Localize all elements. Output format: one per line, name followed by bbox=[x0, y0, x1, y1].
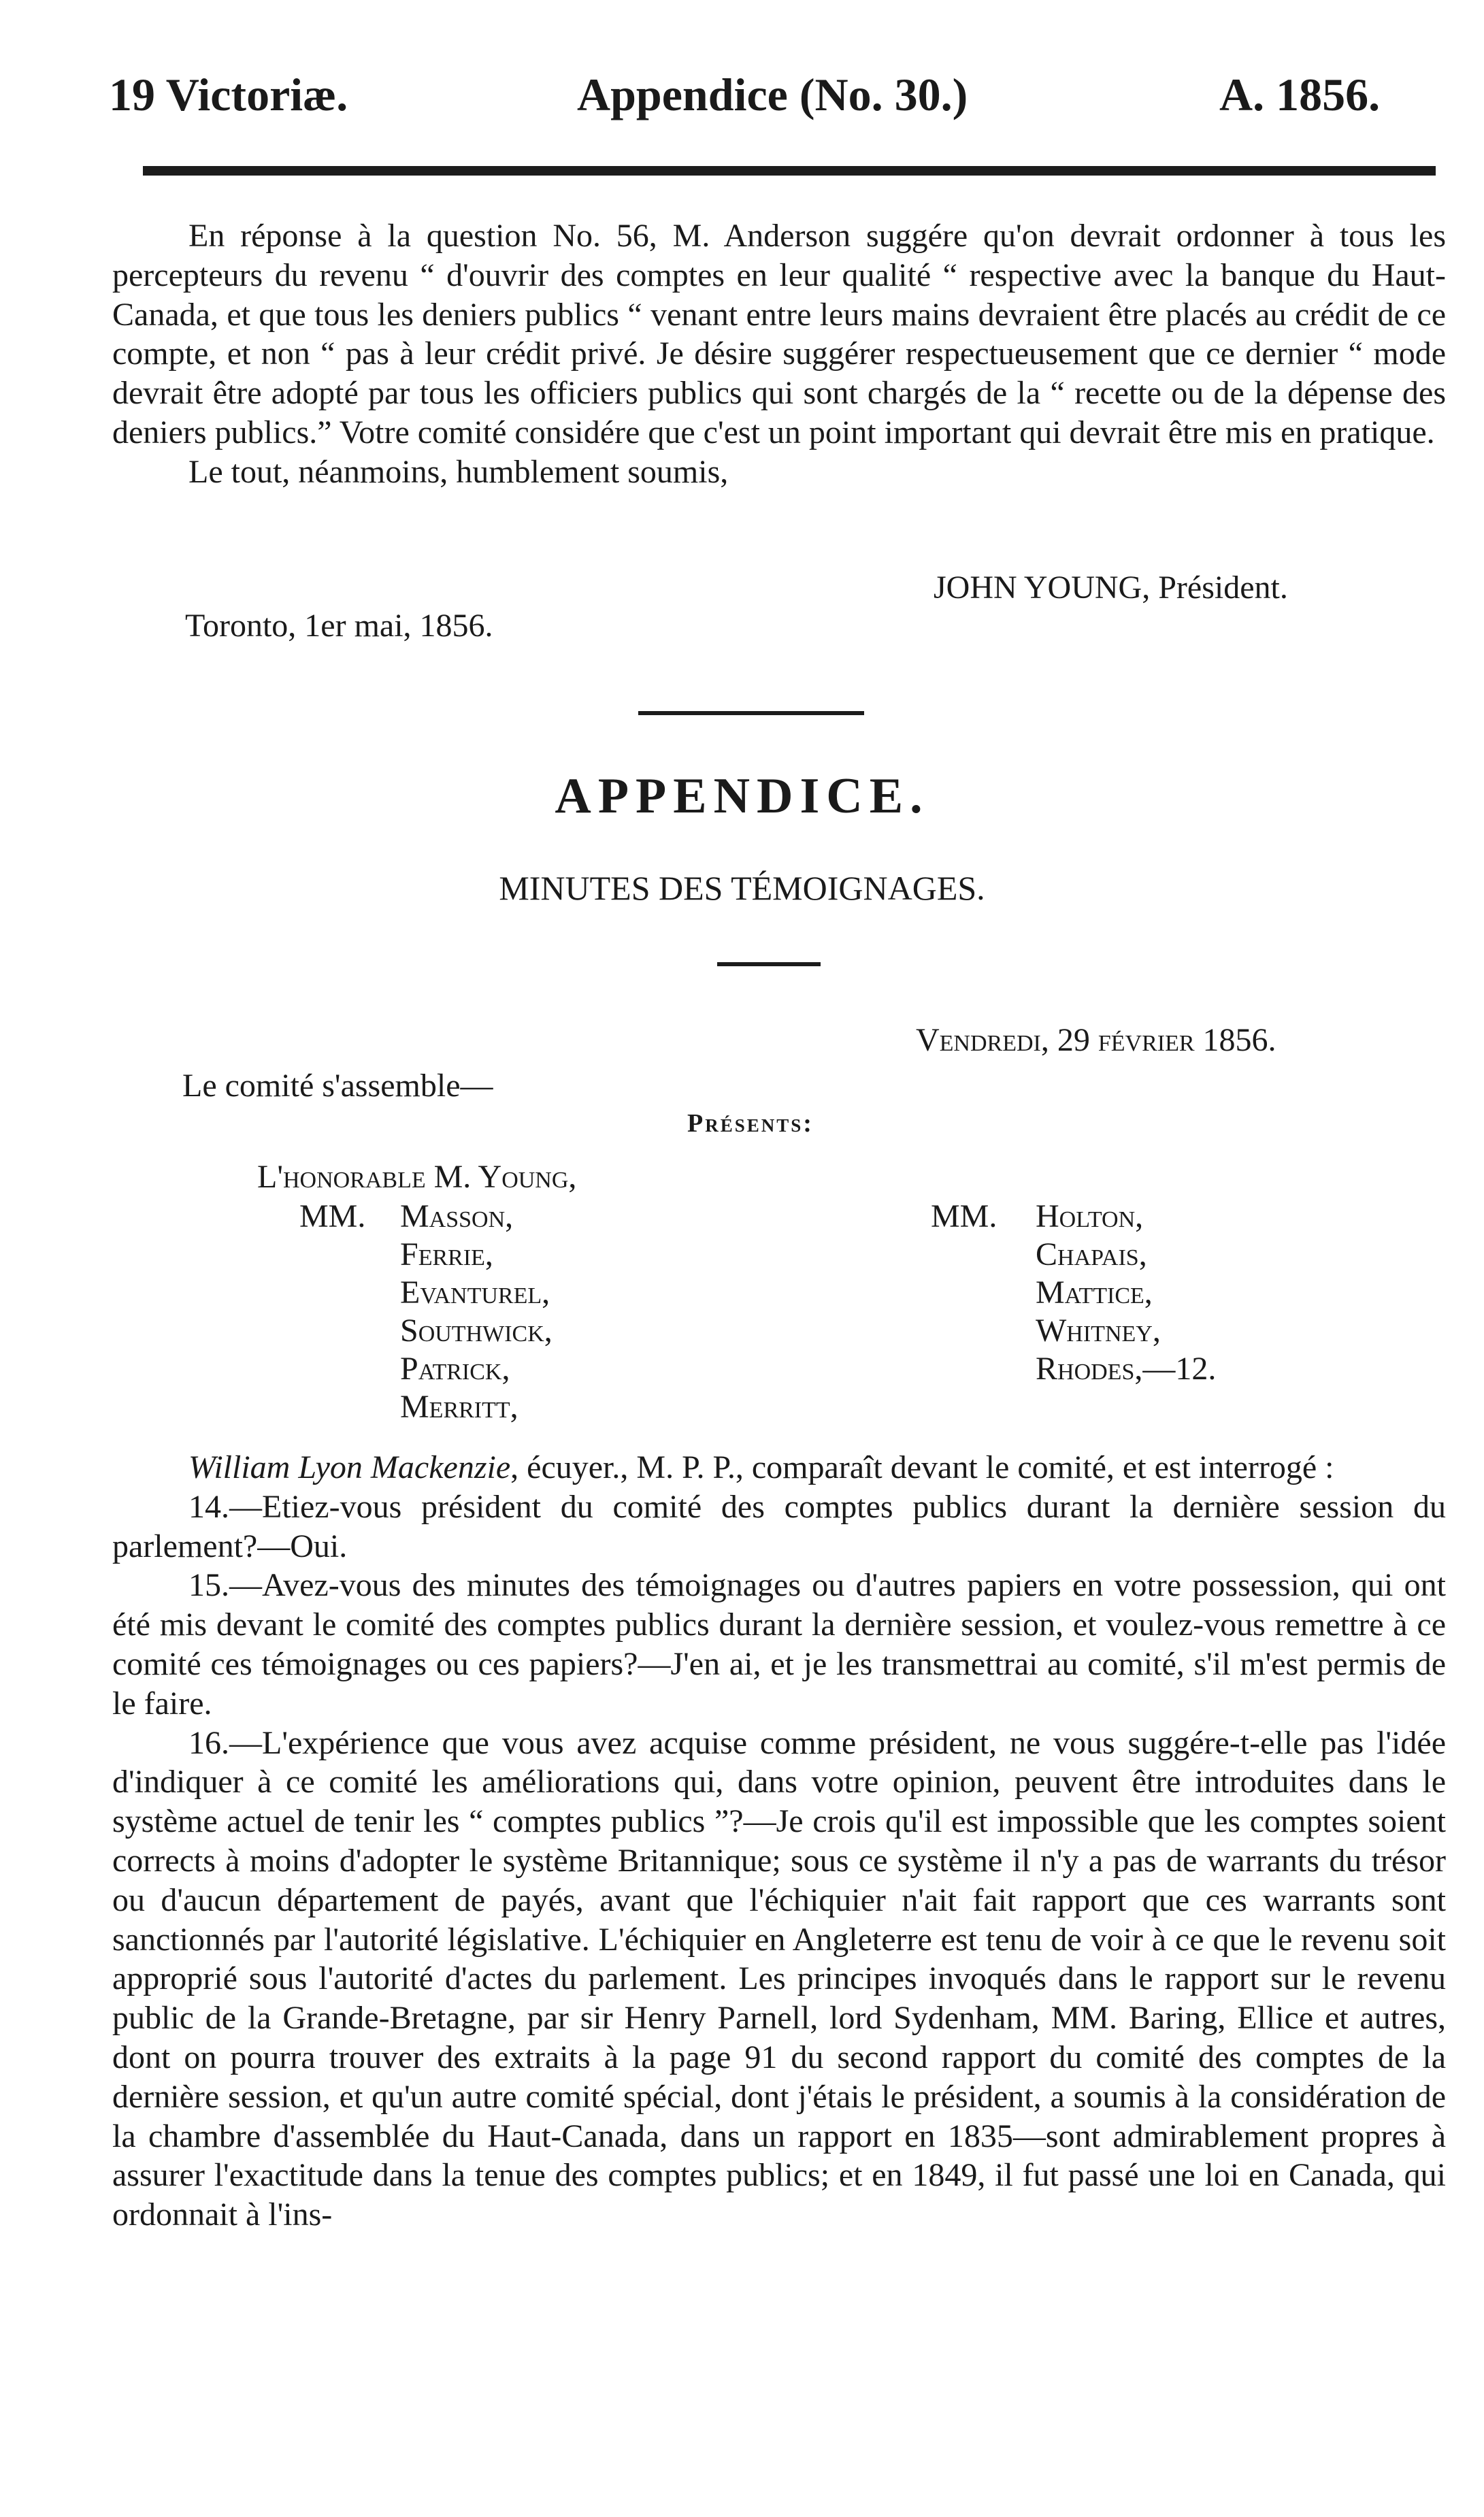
chair-member: L'honorable M. Young, bbox=[257, 1159, 577, 1195]
member-mattice: Mattice, bbox=[1036, 1274, 1153, 1311]
member-ferrie: Ferrie, bbox=[400, 1236, 493, 1272]
member-patrick: Patrick, bbox=[400, 1351, 510, 1387]
section-divider bbox=[638, 711, 864, 715]
question-16: 16.—L'expérience que vous avez acquise comme président, ne vous suggére-t-elle pas l'idée d'indiquer à ce comité les améliorations qui, dans votre opinion, peuvent être introduites dans le système actuel de tenir les “ comptes publics ”?—Je crois qu'il est impossible que les comptes soient corrects à moins d'adopter le système Britannique; sous ce système il n'y a pas de warrants du trésor ou d'aucun département de payés, avant que l'échiquier n'ait fait rapport que ces warrants sont sanctionnés par l'autorité législative. L'échiquier en Angleterre est tenu de voir à ce que le revenu soit approprié sous l'autorité d'actes du parlement. Les principes invoqués dans le rapport sur le revenu public de la Grande-Bretagne, par sir Henry Parnell, lord Sydenham, MM. Baring, Ellice et autres, dont on pourra trouver des extraits à la page 91 du second rapport du comité des comptes de la dernière session, et qu'un autre comité spécial, dont j'étais le président, a soumis à la considération de la chambre d'assemblée du Haut-Canada, dans un rapport en 1835—sont admirablement propres à assurer l'exactitude dans la tenue des comptes publics; et en 1849, il fut passé une loi en Canada, qui ordonnait à l'ins- bbox=[112, 1724, 1446, 2233]
witness-rest: , écuyer., M. P. P., comparaît devant le comité, et est interrogé : bbox=[510, 1449, 1334, 1485]
present-label: Présents: bbox=[687, 1109, 814, 1138]
right-mm-prefix: MM. bbox=[931, 1198, 997, 1234]
question-15: 15.—Avez-vous des minutes des témoignages ou d'autres papiers en votre possession, qui ont été mis devant le comité des comptes publics durant la dernière session, et voulez-vous remettre à ce comité ces témoignages ou ces papiers?—J'en ai, et je les transmettrai au comité, s'il m'est permis de le faire. bbox=[112, 1567, 1446, 1722]
appendix-title: APPENDICE. bbox=[555, 768, 929, 824]
header-center: Appendice (No. 30.) bbox=[577, 69, 968, 120]
member-whitney: Whitney, bbox=[1036, 1313, 1161, 1349]
header-left: 19 Victoriæ. bbox=[109, 69, 348, 120]
member-evanturel: Evanturel, bbox=[400, 1274, 550, 1311]
subtitle-divider bbox=[717, 962, 821, 966]
meeting-date: Vendredi, 29 février 1856. bbox=[916, 1022, 1276, 1058]
testimony-section bbox=[112, 1448, 1446, 2235]
member-masson: Masson, bbox=[400, 1198, 514, 1234]
header-right: A. 1856. bbox=[1219, 69, 1381, 120]
place-date: Toronto, 1er mai, 1856. bbox=[185, 608, 493, 644]
appendix-subtitle: MINUTES DES TÉMOIGNAGES. bbox=[499, 869, 985, 907]
member-holton: Holton, bbox=[1036, 1198, 1144, 1234]
report-text: En réponse à la question No. 56, M. Anderson suggére qu'on devrait ordonner à tous les percepteurs du revenu “ d'ouvrir des comptes en leur qualité “ respective avec la banque du Haut-Canada, et que tous les deniers publics “ venant entre leurs mains devraient être placés au crédit de ce compte, et non “ pas à leur crédit privé. Je désire suggérer respectueusement que ce dernier “ mode devrait être adopté par tous les officiers publics qui sont chargés de la “ recette ou de la dépense des deniers publics.” Votre comité considére que c'est un point important qui devrait être mis en pratique. bbox=[112, 218, 1446, 450]
member-rhodes: Rhodes,—12. bbox=[1036, 1351, 1217, 1387]
question-14: 14.—Etiez-vous président du comité des comptes publics durant la dernière session du parlement?—Oui. bbox=[112, 1488, 1446, 1564]
report-paragraph bbox=[112, 216, 1446, 492]
submission-line: Le tout, néanmoins, humblement soumis, bbox=[188, 453, 729, 490]
member-merritt: Merritt, bbox=[400, 1389, 518, 1425]
member-chapais: Chapais, bbox=[1036, 1236, 1147, 1272]
witness-name: William Lyon Mackenzie bbox=[188, 1449, 511, 1485]
left-mm-prefix: MM. bbox=[299, 1198, 366, 1234]
header-rule bbox=[143, 166, 1436, 176]
member-southwick: Southwick, bbox=[400, 1313, 553, 1349]
witness-intro bbox=[112, 1448, 1446, 1487]
assembly-line: Le comité s'assemble— bbox=[182, 1068, 493, 1104]
signature: JOHN YOUNG, Président. bbox=[934, 570, 1288, 606]
